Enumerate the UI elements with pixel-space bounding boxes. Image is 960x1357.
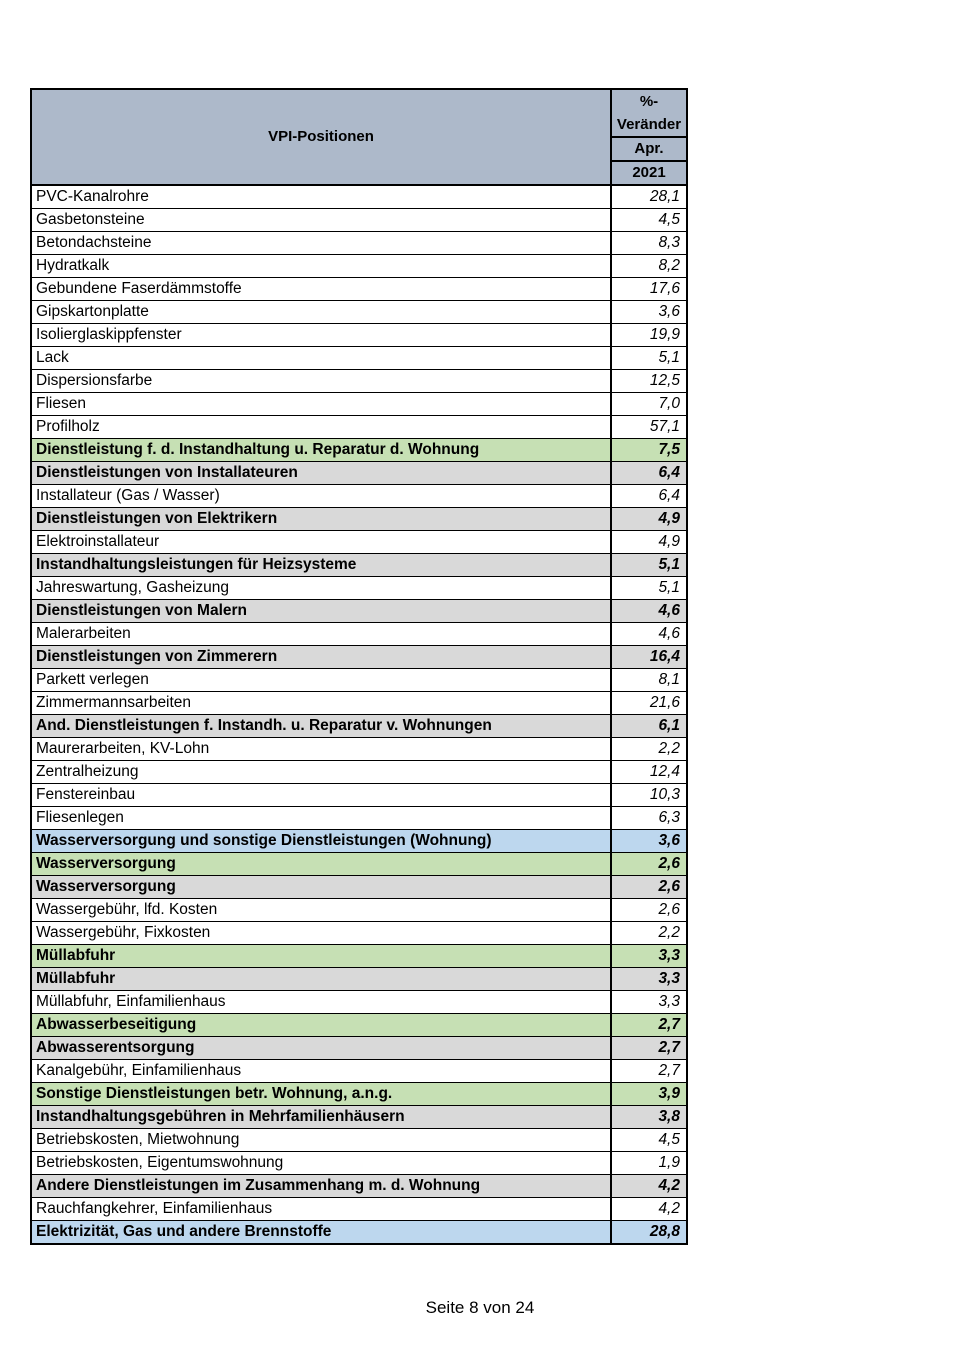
table-row <box>31 945 687 968</box>
row-label: Dienstleistungen von Malern <box>31 600 611 623</box>
row-label: Kanalgebühr, Einfamilienhaus <box>31 1060 611 1083</box>
row-label: Isolierglaskippfenster <box>31 324 611 347</box>
row-value: 6,4 <box>611 485 687 508</box>
table-row <box>31 255 687 278</box>
table-row <box>31 1198 687 1221</box>
row-label: Sonstige Dienstleistungen betr. Wohnung, a.n.g. <box>31 1083 611 1106</box>
header-positions: VPI-Positionen <box>31 89 611 185</box>
header-month: Apr. <box>611 137 687 161</box>
table-row <box>31 577 687 600</box>
row-label: Instandhaltungsleistungen für Heizsysteme <box>31 554 611 577</box>
row-label: Müllabfuhr, Einfamilienhaus <box>31 991 611 1014</box>
row-label: Dienstleistungen von Zimmerern <box>31 646 611 669</box>
table-row <box>31 439 687 462</box>
row-value: 3,8 <box>611 1106 687 1129</box>
row-value: 2,2 <box>611 922 687 945</box>
row-label: Müllabfuhr <box>31 945 611 968</box>
header-change <box>611 89 687 137</box>
table-row <box>31 232 687 255</box>
table-row <box>31 1014 687 1037</box>
row-label: Instandhaltungsgebühren in Mehrfamilienhäusern <box>31 1106 611 1129</box>
row-value: 16,4 <box>611 646 687 669</box>
row-value: 5,1 <box>611 347 687 370</box>
row-label: Malerarbeiten <box>31 623 611 646</box>
vpi-table-container <box>30 88 686 1245</box>
row-label: Dienstleistung f. d. Instandhaltung u. Reparatur d. Wohnung <box>31 439 611 462</box>
row-value: 6,4 <box>611 462 687 485</box>
table-row <box>31 462 687 485</box>
vpi-table <box>30 88 688 1245</box>
row-value: 12,5 <box>611 370 687 393</box>
row-label: And. Dienstleistungen f. Instandh. u. Reparatur v. Wohnungen <box>31 715 611 738</box>
row-value: 28,1 <box>611 185 687 209</box>
row-label: Wassergebühr, Fixkosten <box>31 922 611 945</box>
row-label: Lack <box>31 347 611 370</box>
row-value: 7,0 <box>611 393 687 416</box>
row-label: Fliesenlegen <box>31 807 611 830</box>
row-value: 4,2 <box>611 1175 687 1198</box>
row-label: Elektrizität, Gas und andere Brennstoffe <box>31 1221 611 1245</box>
row-label: Parkett verlegen <box>31 669 611 692</box>
table-row <box>31 899 687 922</box>
table-row <box>31 1083 687 1106</box>
row-value: 19,9 <box>611 324 687 347</box>
table-body <box>31 185 687 1244</box>
row-label: Jahreswartung, Gasheizung <box>31 577 611 600</box>
table-row <box>31 807 687 830</box>
row-value: 8,2 <box>611 255 687 278</box>
row-value: 2,7 <box>611 1060 687 1083</box>
table-row <box>31 531 687 554</box>
table-row <box>31 669 687 692</box>
row-label: Gebundene Faserdämmstoffe <box>31 278 611 301</box>
table-row <box>31 738 687 761</box>
row-label: Rauchfangkehrer, Einfamilienhaus <box>31 1198 611 1221</box>
row-value: 3,6 <box>611 301 687 324</box>
table-row <box>31 922 687 945</box>
table-row <box>31 209 687 232</box>
table-row <box>31 1060 687 1083</box>
row-label: Wasserversorgung <box>31 876 611 899</box>
row-label: Dispersionsfarbe <box>31 370 611 393</box>
table-row <box>31 347 687 370</box>
row-label: Zimmermannsarbeiten <box>31 692 611 715</box>
row-label: Fliesen <box>31 393 611 416</box>
row-value: 2,7 <box>611 1014 687 1037</box>
row-label: Wasserversorgung und sonstige Dienstleistungen (Wohnung) <box>31 830 611 853</box>
row-label: Installateur (Gas / Wasser) <box>31 485 611 508</box>
row-value: 2,2 <box>611 738 687 761</box>
row-value: 3,3 <box>611 991 687 1014</box>
row-label: Gipskartonplatte <box>31 301 611 324</box>
row-value: 4,2 <box>611 1198 687 1221</box>
table-row <box>31 370 687 393</box>
table-row <box>31 1129 687 1152</box>
row-value: 6,1 <box>611 715 687 738</box>
table-row <box>31 600 687 623</box>
row-value: 3,9 <box>611 1083 687 1106</box>
row-value: 4,6 <box>611 623 687 646</box>
row-value: 2,6 <box>611 899 687 922</box>
row-value: 4,5 <box>611 209 687 232</box>
row-label: Zentralheizung <box>31 761 611 784</box>
row-label: Andere Dienstleistungen im Zusammenhang m. d. Wohnung <box>31 1175 611 1198</box>
row-value: 3,3 <box>611 968 687 991</box>
row-label: Müllabfuhr <box>31 968 611 991</box>
row-label: Maurerarbeiten, KV-Lohn <box>31 738 611 761</box>
row-label: Gasbetonsteine <box>31 209 611 232</box>
row-value: 2,6 <box>611 876 687 899</box>
header-change-line1: %- <box>639 93 659 110</box>
row-label: Abwasserentsorgung <box>31 1037 611 1060</box>
table-row <box>31 968 687 991</box>
table-row <box>31 1152 687 1175</box>
row-label: Elektroinstallateur <box>31 531 611 554</box>
row-label: Betondachsteine <box>31 232 611 255</box>
row-label: Hydratkalk <box>31 255 611 278</box>
row-label: Profilholz <box>31 416 611 439</box>
row-value: 2,7 <box>611 1037 687 1060</box>
table-row <box>31 393 687 416</box>
row-label: Abwasserbeseitigung <box>31 1014 611 1037</box>
table-row <box>31 623 687 646</box>
row-label: Betriebskosten, Eigentumswohnung <box>31 1152 611 1175</box>
table-row <box>31 324 687 347</box>
table-row <box>31 485 687 508</box>
row-label: Wassergebühr, lfd. Kosten <box>31 899 611 922</box>
row-value: 3,6 <box>611 830 687 853</box>
row-value: 1,9 <box>611 1152 687 1175</box>
table-row <box>31 301 687 324</box>
row-value: 4,9 <box>611 508 687 531</box>
table-row <box>31 1221 687 1245</box>
row-value: 57,1 <box>611 416 687 439</box>
row-label: Fenstereinbau <box>31 784 611 807</box>
row-value: 4,9 <box>611 531 687 554</box>
row-value: 5,1 <box>611 577 687 600</box>
row-value: 10,3 <box>611 784 687 807</box>
row-value: 4,6 <box>611 600 687 623</box>
table-row <box>31 876 687 899</box>
table-row <box>31 784 687 807</box>
table-row <box>31 1175 687 1198</box>
page-number: Seite 8 von 24 <box>425 1298 535 1317</box>
row-label: Dienstleistungen von Installateuren <box>31 462 611 485</box>
row-value: 8,3 <box>611 232 687 255</box>
row-value: 21,6 <box>611 692 687 715</box>
table-row <box>31 1106 687 1129</box>
row-value: 7,5 <box>611 439 687 462</box>
row-value: 4,5 <box>611 1129 687 1152</box>
row-value: 6,3 <box>611 807 687 830</box>
row-value: 5,1 <box>611 554 687 577</box>
table-row <box>31 508 687 531</box>
table-row <box>31 830 687 853</box>
row-value: 2,6 <box>611 853 687 876</box>
table-row <box>31 991 687 1014</box>
table-row <box>31 715 687 738</box>
header-change-line2: Veränder <box>616 116 682 133</box>
table-row <box>31 416 687 439</box>
table-row <box>31 853 687 876</box>
row-label: PVC-Kanalrohre <box>31 185 611 209</box>
header-year: 2021 <box>611 161 687 185</box>
table-row <box>31 761 687 784</box>
table-row <box>31 185 687 209</box>
table-row <box>31 278 687 301</box>
row-label: Wasserversorgung <box>31 853 611 876</box>
row-value: 28,8 <box>611 1221 687 1245</box>
row-value: 8,1 <box>611 669 687 692</box>
row-label: Betriebskosten, Mietwohnung <box>31 1129 611 1152</box>
table-row <box>31 554 687 577</box>
row-value: 3,3 <box>611 945 687 968</box>
row-label: Dienstleistungen von Elektrikern <box>31 508 611 531</box>
row-value: 12,4 <box>611 761 687 784</box>
table-row <box>31 646 687 669</box>
table-row <box>31 1037 687 1060</box>
table-row <box>31 692 687 715</box>
row-value: 17,6 <box>611 278 687 301</box>
